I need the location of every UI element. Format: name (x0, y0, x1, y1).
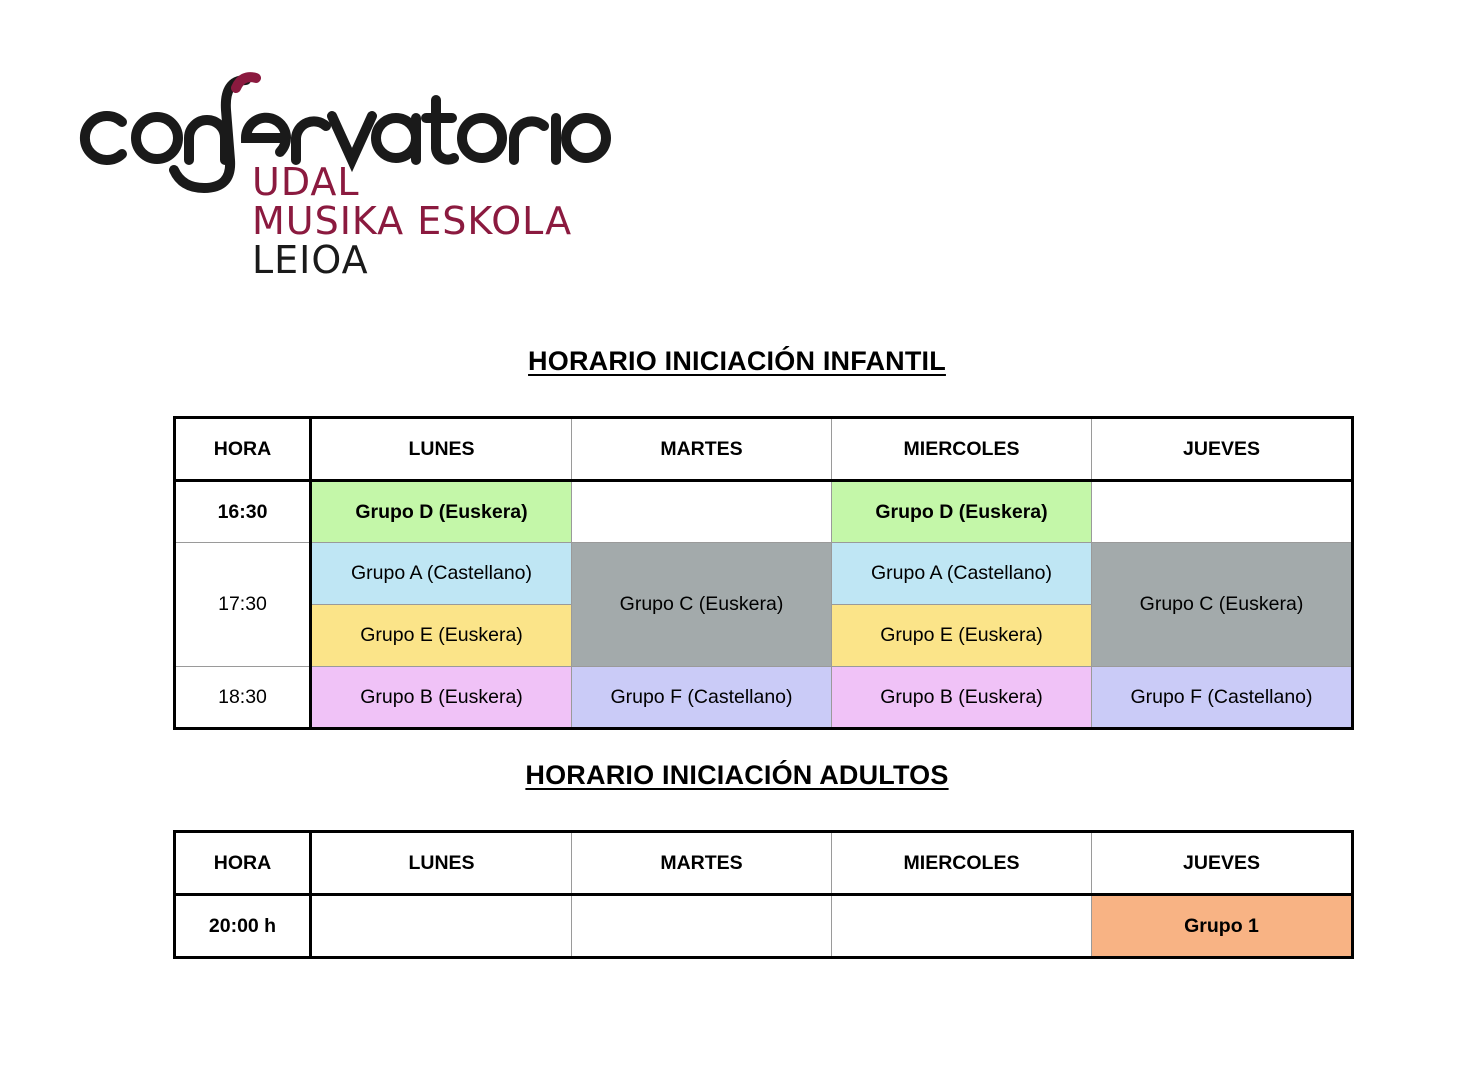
table-row (175, 895, 1353, 958)
table-header-row (175, 418, 1353, 481)
svg-text:LEIOA: LEIOA (252, 238, 369, 282)
infantil-schedule-table (173, 416, 1354, 730)
group-cell: Grupo F (Castellano) (572, 667, 832, 729)
group-cell: Grupo B (Euskera) (311, 667, 572, 729)
header-martes: MARTES (572, 832, 832, 895)
table-header-row (175, 832, 1353, 895)
header-miercoles: MIERCOLES (832, 832, 1092, 895)
header-lunes: LUNES (311, 832, 572, 895)
conservatorio-logo (74, 70, 634, 285)
empty-cell (832, 895, 1092, 958)
group-cell: Grupo C (Euskera) (1092, 543, 1353, 667)
logo-graphic (74, 70, 634, 285)
table-row (175, 543, 1353, 605)
svg-text:MUSIKA ESKOLA: MUSIKA ESKOLA (252, 199, 573, 243)
table-row (175, 481, 1353, 543)
group-cell: Grupo E (Euskera) (311, 605, 572, 667)
empty-cell (1092, 481, 1353, 543)
header-martes: MARTES (572, 418, 832, 481)
group-cell: Grupo 1 (1092, 895, 1353, 958)
infantil-title: HORARIO INICIACIÓN INFANTIL (528, 346, 946, 376)
header-hora: HORA (175, 418, 311, 481)
header-jueves: JUEVES (1092, 832, 1353, 895)
header-jueves: JUEVES (1092, 418, 1353, 481)
hora-cell: 18:30 (175, 667, 311, 729)
adultos-schedule-table (173, 830, 1354, 959)
group-cell: Grupo E (Euskera) (832, 605, 1092, 667)
header-hora: HORA (175, 832, 311, 895)
empty-cell (572, 895, 832, 958)
svg-text:UDAL: UDAL (252, 160, 360, 204)
adultos-title: HORARIO INICIACIÓN ADULTOS (525, 760, 949, 790)
hora-cell: 20:00 h (175, 895, 311, 958)
group-cell: Grupo B (Euskera) (832, 667, 1092, 729)
group-cell: Grupo F (Castellano) (1092, 667, 1353, 729)
header-miercoles: MIERCOLES (832, 418, 1092, 481)
empty-cell (572, 481, 832, 543)
group-cell: Grupo D (Euskera) (832, 481, 1092, 543)
header-lunes: LUNES (311, 418, 572, 481)
group-cell: Grupo D (Euskera) (311, 481, 572, 543)
hora-cell: 17:30 (175, 543, 311, 667)
group-cell: Grupo C (Euskera) (572, 543, 832, 667)
group-cell: Grupo A (Castellano) (832, 543, 1092, 605)
hora-cell: 16:30 (175, 481, 311, 543)
table-row (175, 667, 1353, 729)
empty-cell (311, 895, 572, 958)
group-cell: Grupo A (Castellano) (311, 543, 572, 605)
